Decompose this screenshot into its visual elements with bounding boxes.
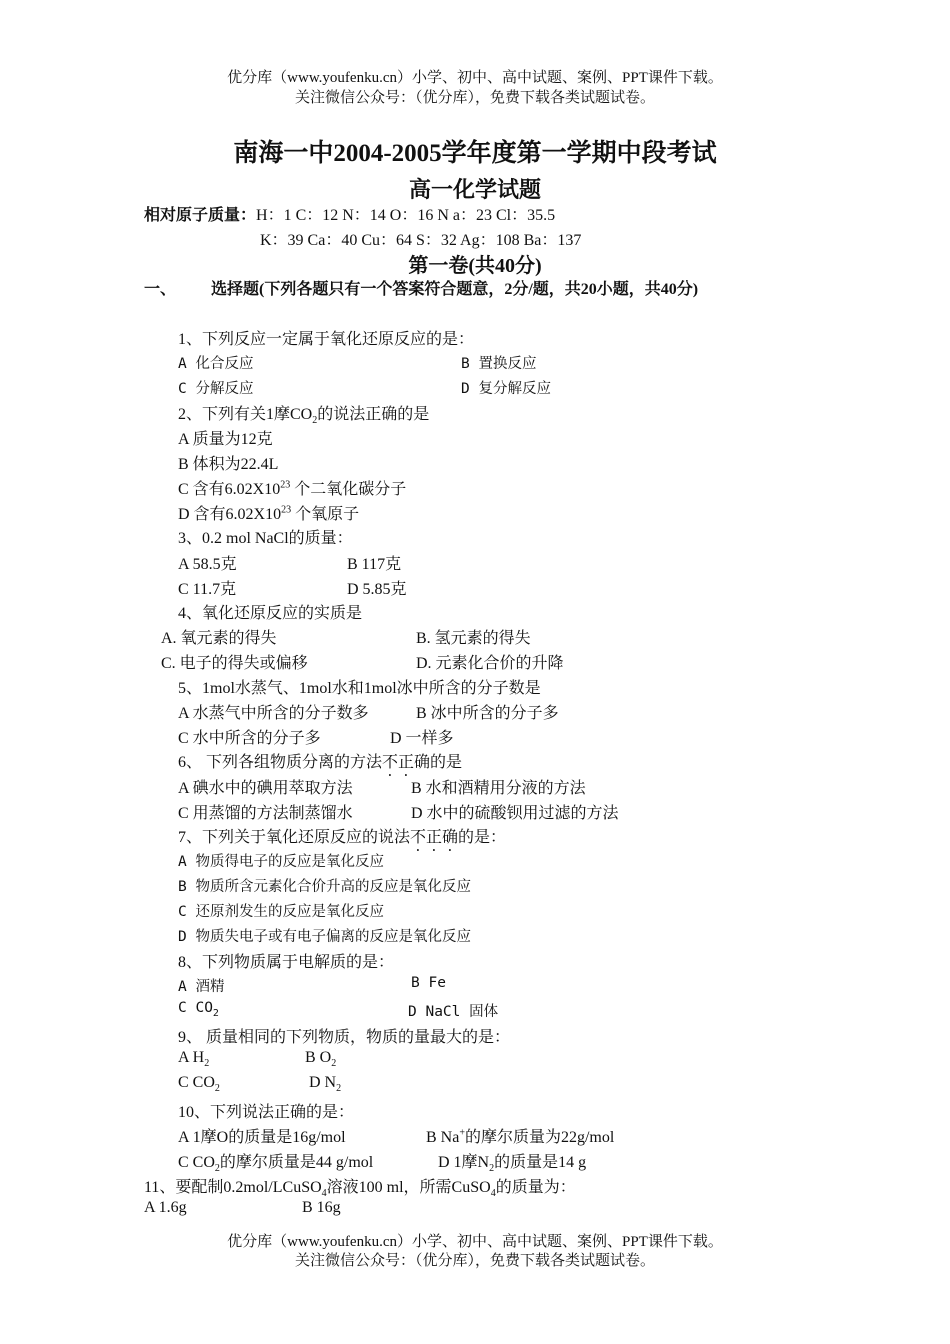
q4-option-c: C. 电子的得失或偏移 bbox=[161, 655, 308, 672]
q8-option-b: B Fe bbox=[411, 975, 446, 991]
q6-option-c: C 用蒸馏的方法制蒸馏水 bbox=[178, 805, 353, 822]
q9-stem: 9、 质量相同的下列物质，物质的量最大的是： bbox=[178, 1029, 511, 1046]
exam-subtitle: 高一化学试题 bbox=[408, 177, 541, 202]
q1-stem: 1、下列反应一定属于氧化还原反应的是： bbox=[178, 331, 475, 348]
q5-option-d: D 一样多 bbox=[390, 730, 454, 747]
q11-option-a: A 1.6g bbox=[144, 1199, 187, 1216]
atomic-mass-label: 相对原子质量： bbox=[144, 207, 257, 224]
q11-option-b: B 16g bbox=[302, 1199, 341, 1216]
q6-emphasis: 不正 bbox=[382, 754, 415, 771]
q6-option-d: D 水中的硫酸钡用过滤的方法 bbox=[411, 805, 619, 822]
q2-option-b: B 体积为22.4L bbox=[178, 456, 279, 473]
q3-option-a: A 58.5克 bbox=[178, 556, 237, 573]
footer-line-2: 关注微信公众号：（优分库），免费下载各类试题试卷。 bbox=[294, 1253, 655, 1269]
q5-stem: 5、1mol水蒸气、1mol水和1mol冰中所含的分子数是 bbox=[178, 680, 541, 697]
q4-option-b: B. 氢元素的得失 bbox=[416, 630, 531, 647]
q4-option-a: A. 氧元素的得失 bbox=[161, 630, 277, 647]
q5-option-b: B 冰中所含的分子多 bbox=[416, 705, 559, 722]
q3-option-c: C 11.7克 bbox=[178, 581, 237, 598]
q2-option-a: A 质量为12克 bbox=[178, 431, 273, 448]
q1-option-d: D 复分解反应 bbox=[461, 381, 551, 397]
q7-option-a: A 物质得电子的反应是氧化反应 bbox=[178, 854, 384, 870]
q9-option-a: A $H_2$ bbox=[178, 1049, 210, 1070]
footer-line-1: 优分库（www.youfenku.cn）小学、初中、高中试题、案例、PPT课件下载。 bbox=[227, 1234, 723, 1250]
atomic-mass-row-2: K：39 Ca：40 Cu：64 S：32 Ag：108 Ba：137 bbox=[260, 232, 582, 249]
q1-option-a: A 化合反应 bbox=[178, 356, 254, 372]
exam-title: 南海一中2004-2005学年度第一学期中段考试 bbox=[233, 140, 717, 167]
q8-option-a: A 酒精 bbox=[178, 979, 225, 995]
q3-stem: 3、0.2 mol NaCl的质量： bbox=[178, 530, 353, 547]
section-title: 第一卷(共40分) bbox=[408, 255, 542, 277]
section-instruction: 选择题(下列各题只有一个答案符合题意，2分/题，共20小题，共40分) bbox=[211, 281, 699, 298]
header-line-2: 关注微信公众号：（优分库），免费下载各类试题试卷。 bbox=[294, 90, 655, 106]
q10-option-b: B Na+的摩尔质量为22g/mol bbox=[426, 1127, 615, 1146]
q7-option-c: C 还原剂发生的反应是氧化反应 bbox=[178, 904, 384, 920]
q4-stem: 4、氧化还原反应的实质是 bbox=[178, 605, 363, 622]
q2-option-d: D 含有$6.02X10^{23}$ 个氧原子 bbox=[178, 504, 360, 523]
section-number: 一、 bbox=[144, 281, 177, 298]
q6-option-a: A 碘水中的碘用萃取方法 bbox=[178, 780, 353, 797]
q6-option-b: B 水和酒精用分液的方法 bbox=[411, 780, 586, 797]
q2-stem: 2、下列有关1摩$CO_2$的说法正确的是 bbox=[178, 406, 430, 427]
q9-option-b: B $O_2$ bbox=[305, 1049, 337, 1070]
q9-option-c: C $CO_2$ bbox=[178, 1074, 220, 1095]
q2-option-c: C 含有$6.02X10^{23}$ 个二氧化碳分子 bbox=[178, 479, 407, 498]
q7-stem: 7、下列关于氧化还原反应的说法不正确的是： bbox=[178, 829, 507, 846]
q8-stem: 8、下列物质属于电解质的是： bbox=[178, 954, 395, 971]
q5-option-c: C 水中所含的分子多 bbox=[178, 730, 321, 747]
q10-stem: 10、下列说法正确的是： bbox=[178, 1104, 355, 1121]
atomic-mass-row-1 bbox=[144, 202, 555, 225]
q5-option-a: A 水蒸气中所含的分子数多 bbox=[178, 705, 369, 722]
q10-option-c: C $CO_2$的摩尔质量是44 g/mol bbox=[178, 1154, 374, 1175]
atomic-mass-values-1: H：1 C：12 N：14 O：16 N a：23 Cl：35.5 bbox=[256, 207, 556, 224]
q8-option-c: C $CO_2$ bbox=[178, 1000, 219, 1019]
q4-option-d: D. 元素化合价的升降 bbox=[416, 655, 564, 672]
q9-option-d: D $N_2$ bbox=[309, 1074, 342, 1095]
q6-stem: 6、 下列各组物质分离的方法不正确的是 bbox=[178, 754, 463, 771]
q1-option-c: C 分解反应 bbox=[178, 381, 254, 397]
q7-option-d: D 物质失电子或有电子偏离的反应是氧化反应 bbox=[178, 929, 471, 945]
q7-emphasis: 不正确 bbox=[410, 829, 459, 846]
q1-option-b: B 置换反应 bbox=[461, 356, 537, 372]
q3-option-b: B 117克 bbox=[347, 556, 402, 573]
q10-option-a: A 1摩O的质量是16g/mol bbox=[178, 1129, 346, 1146]
q3-option-d: D 5.85克 bbox=[347, 581, 407, 598]
q8-option-d: D NaCl 固体 bbox=[408, 1004, 499, 1020]
q11-stem: 11、要配制0.2mol/LCuSO$_4$溶液100 ml，所需CuSO$_4$的质量为： bbox=[144, 1179, 576, 1200]
header-line-1: 优分库（www.youfenku.cn）小学、初中、高中试题、案例、PPT课件下载。 bbox=[227, 70, 723, 86]
q10-option-d: D 1摩$N_2$的质量是14 g bbox=[438, 1154, 587, 1175]
q7-option-b: B 物质所含元素化合价升高的反应是氧化反应 bbox=[178, 879, 471, 895]
